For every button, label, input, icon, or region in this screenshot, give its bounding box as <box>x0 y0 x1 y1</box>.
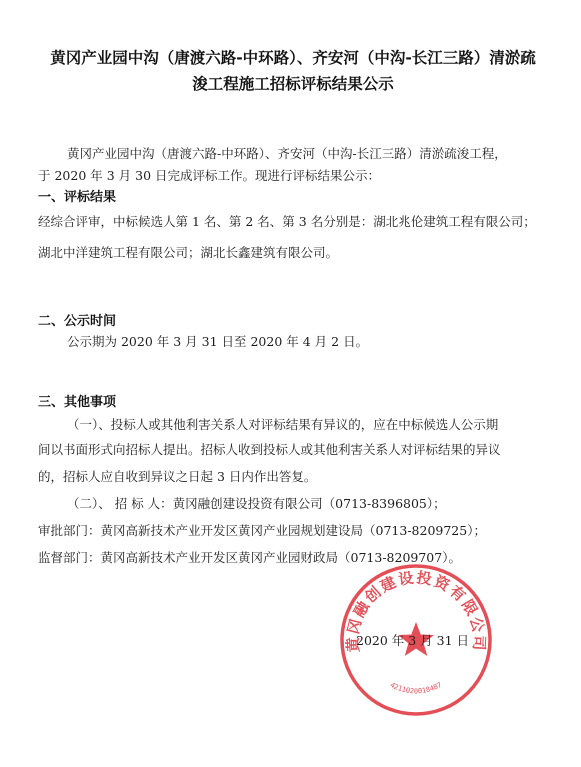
svg-text:4211020018487 <box>389 681 443 695</box>
other-line-2: 间以书面形式向招标人提出。招标人收到投标人或其他利害关系人对评标结果的异议 <box>38 442 501 457</box>
section-heading-period: 二、公示时间 <box>38 314 117 329</box>
page-title-line-1: 黄冈产业园中沟（唐渡六路-中环路）、齐安河（中沟-长江三路）清淤疏 <box>50 49 536 67</box>
intro-line-1: 黄冈产业园中沟（唐渡六路-中环路）、齐安河（中沟-长江三路）清淤疏浚工程， <box>67 146 507 161</box>
supervision-dept-line: 监督部门：黄冈高新技术产业开发区黄冈产业园财政局（0713-8209707）。 <box>38 550 461 565</box>
seal-code-text: 4211020018487 <box>388 680 444 696</box>
section-heading-results: 一、评标结果 <box>38 190 117 205</box>
publish-date: 2020 年 3 月 31 日 <box>356 633 470 648</box>
period-line-1: 公示期为 2020 年 3 月 31 日至 2020 年 4 月 2 日。 <box>67 334 369 349</box>
results-line-1: 经综合评审，中标候选人第 1 名、第 2 名、第 3 名分别是：湖北兆伦建筑工程有限公司； <box>38 214 536 229</box>
page-title-line-2: 浚工程施工招标评标结果公示 <box>192 75 394 93</box>
other-line-3: 的，招标人应自收到异议之日起 3 日内作出答复。 <box>38 469 317 484</box>
seal-name-text: 黄冈融创建设投资有限公司 <box>343 568 489 653</box>
intro-line-2: 于 2020 年 3 月 30 日完成评标工作。现进行评标结果公示： <box>38 168 381 183</box>
results-line-2: 湖北中洋建筑工程有限公司；湖北长鑫建筑有限公司。 <box>38 245 339 260</box>
other-line-1: （一）、投标人或其他利害关系人对评标结果有异议的，应在中标候选人公示期 <box>67 417 499 432</box>
tenderer-line: （二）、 招 标 人：黄冈融创建设投资有限公司（0713-8396805）； <box>67 496 446 511</box>
approval-dept-line: 审批部门：黄冈高新技术产业开发区黄冈产业园规划建设局（0713-8209725）； <box>38 523 486 538</box>
section-heading-other: 三、其他事项 <box>38 395 117 410</box>
